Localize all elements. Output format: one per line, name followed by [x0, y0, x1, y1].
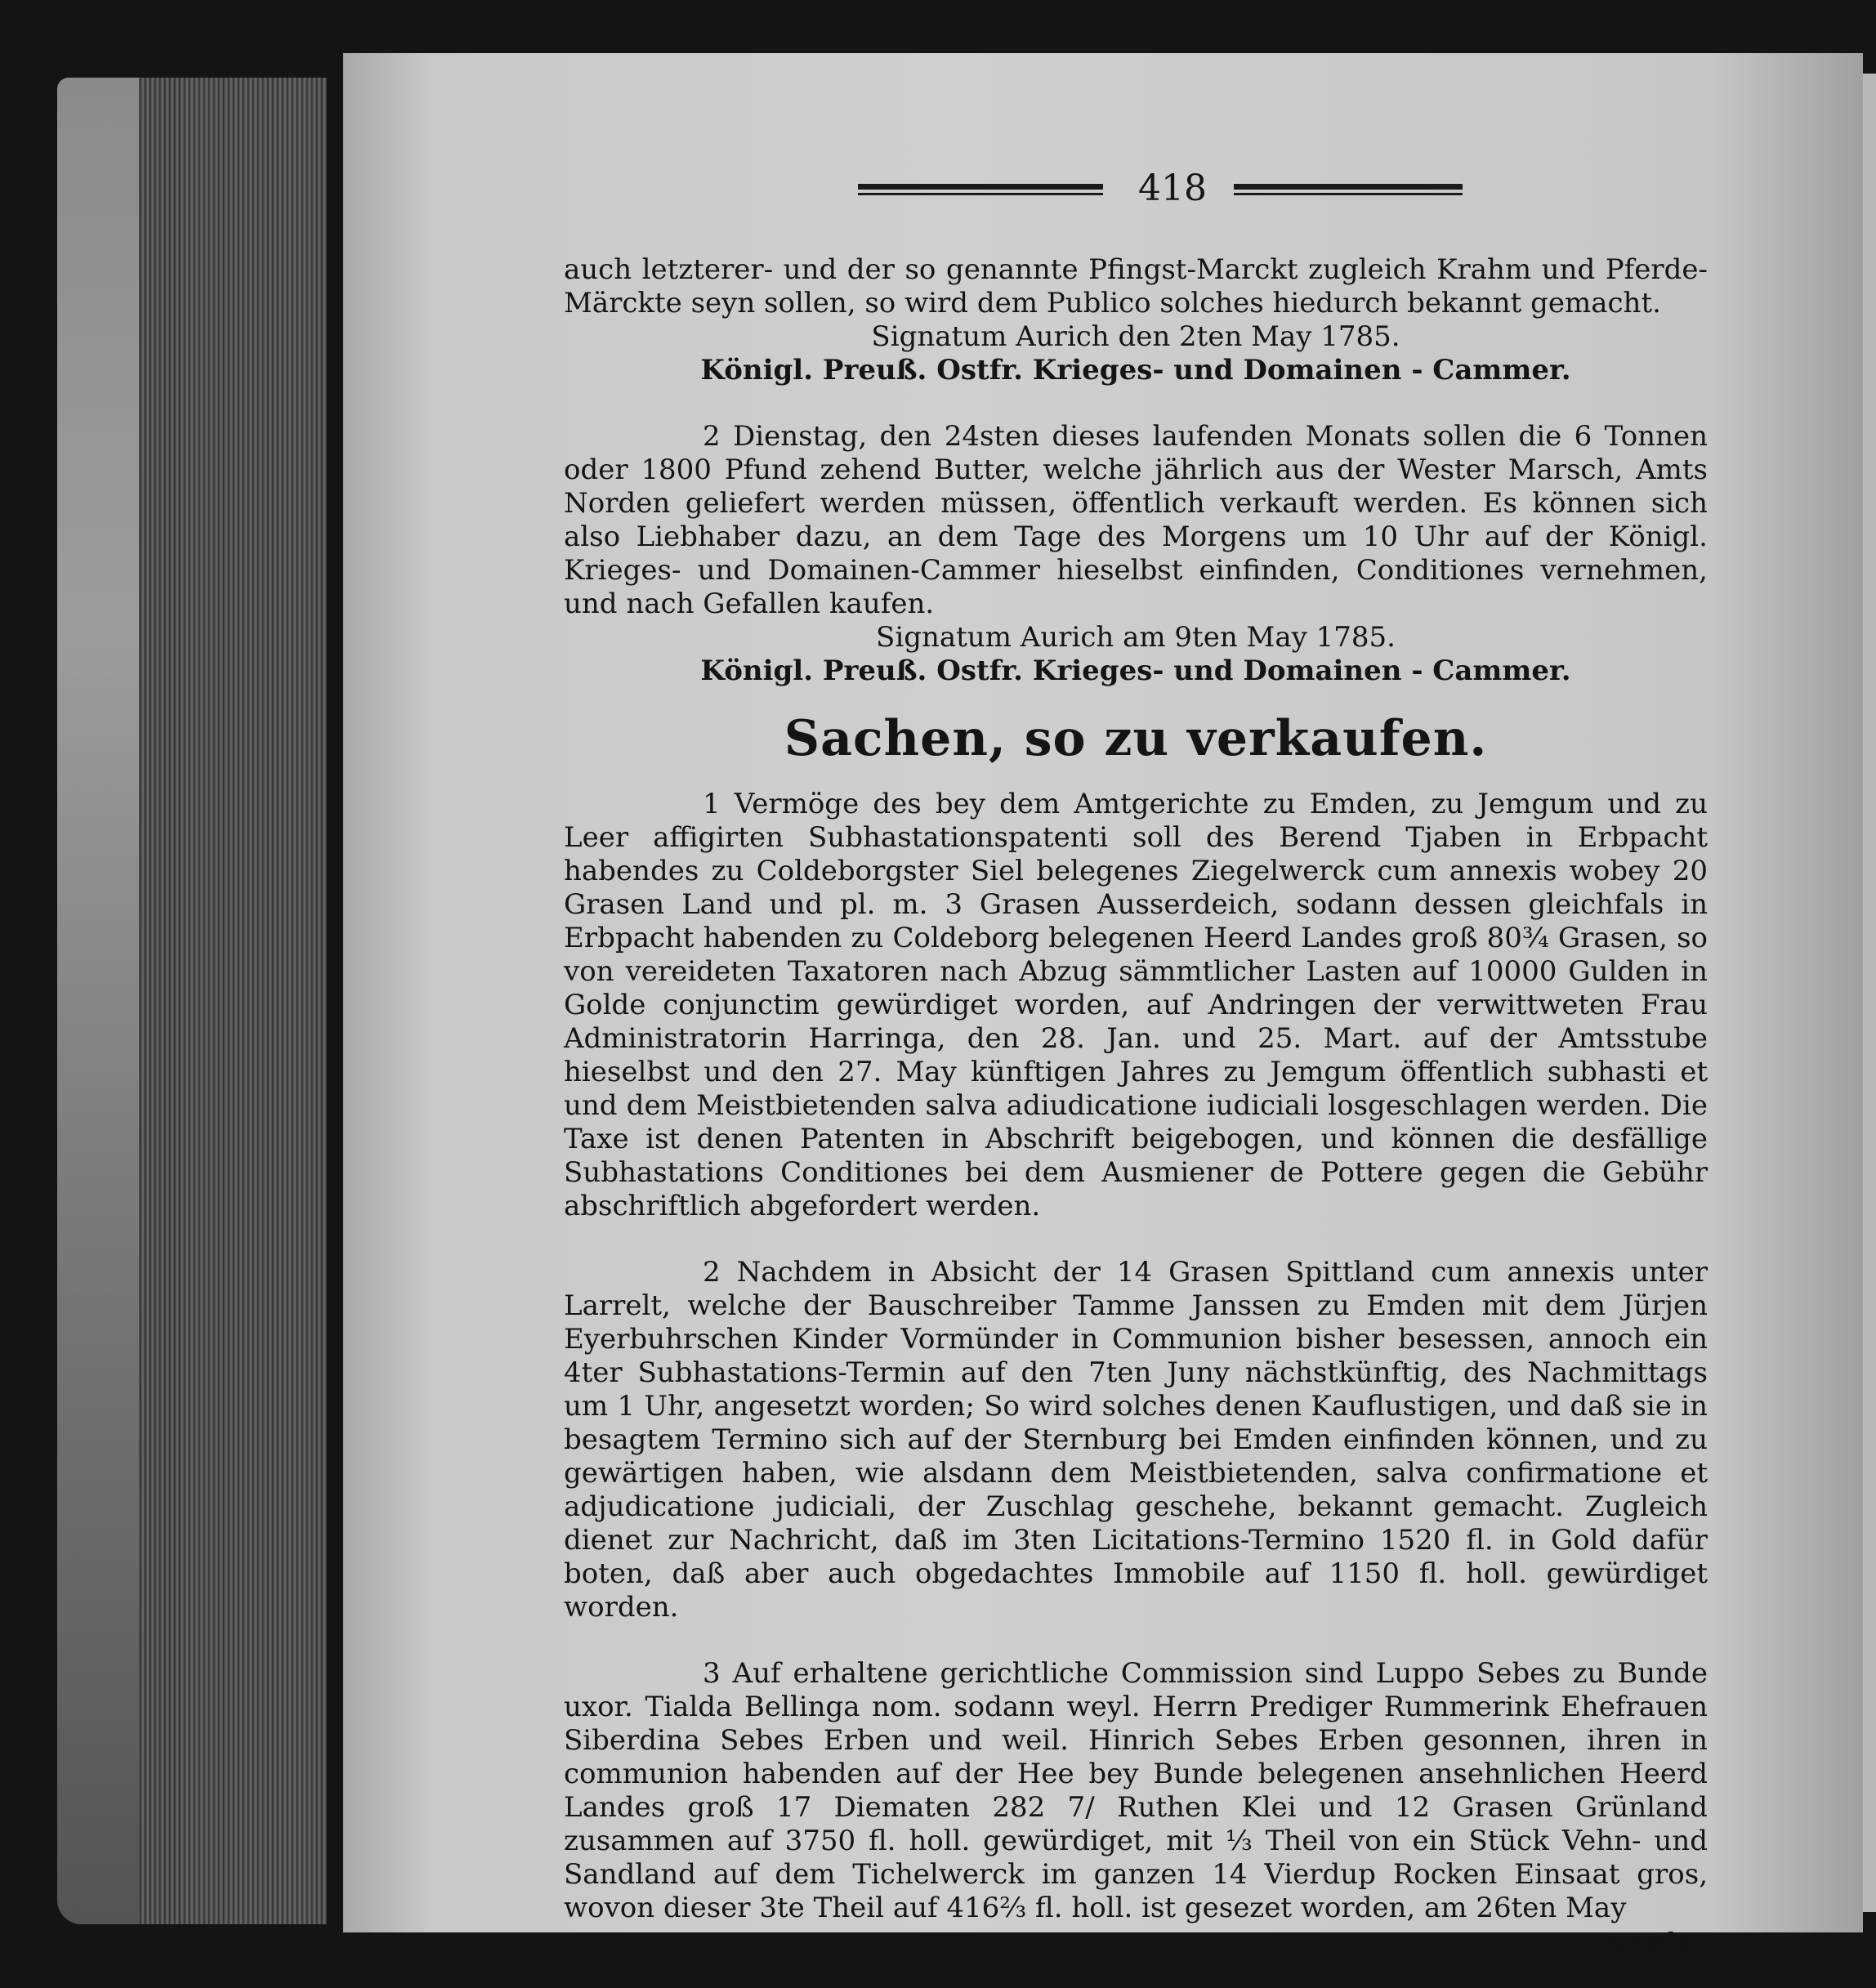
page-number: 418 [1138, 168, 1207, 209]
section-heading: Sachen, so zu verkaufen. [784, 710, 1488, 767]
sale-item-2: 2 Nachdem in Absicht der 14 Grasen Spittland cum annexis unter Larrelt, welche der Bauschreiber Tamme Janssen zu Emden mit dem Jürjen Eyerbuhrschen Kinder Vormünder in Communion bisher besessen, annoch ein 4ter Subhastations-Termin auf den 7ten Juny nächstkünftig, des Nachmittags um 1 Uhr, angesetzt worden; So wird solches denen Kauflustigen, und daß sie in besagtem Termino sich auf der Sternburg bei Emden einfinden können, und zu gewärtigen haben, wie alsdann dem Meistbietenden, salva confirmatione et adjudicatione judiciali, der Zuschlag geschehe, bekannt gemacht. Zugleich dienet zur Nachricht, daß im 3ten Licitations-Termino 1520 fl. in Gold dafür boten, daß aber auch obgedachtes Immobile auf 1150 fl. holl. gewürdiget worden. [564, 1256, 1708, 1624]
sale-item-3: 3 Auf erhaltene gerichtliche Commission sind Luppo Sebes zu Bunde uxor. Tialda Bellinga nom. sodann weyl. Herrn Prediger Rummerink Ehefrauen Siberdina Sebes Erben und weil. Hinrich Sebes Erben gesonnen, ihren in communion habenden auf der Hee bey Bunde belegenen ansehnlichen Heerd Landes groß 17 Diematen 282 7/ Ruthen Klei und 12 Grasen Grünland zusammen auf 3750 fl. holl. gewürdiget, mit ⅓ Theil von ein Stück Vehn- und Sandland auf dem Tichelwerck im ganzen 14 Vierdup Rocken Einsaat gros, wovon dieser 3te Theil auf 416⅔ fl. holl. ist gesezet worden, am 26ten May [564, 1657, 1708, 1924]
sale-item-1: 1 Vermöge des bey dem Amtgerichte zu Emden, zu Jemgum und zu Leer affigirten Subhastationspatenti soll des Berend Tjaben in Erbpacht habendes zu Coldeborgster Siel belegenes Ziegelwerck cum annexis wobey 20 Grasen Land und pl. m. 3 Grasen Ausserdeich, sodann dessen gleichfals in Erbpacht habenden zu Coldeborg belegenen Heerd Landes groß 80¾ Grasen, so von vereideten Taxatoren nach Abzug sämmtlicher Lasten auf 10000 Gulden in Golde conjunctim gewürdiget worden, auf Andringen der verwittweten Frau Administratorin Harringa, den 28. Jan. und 25. Mart. auf der Amtsstube hieselbst und den 27. May künftigen Jahres zu Jemgum öffentlich subhasti et und dem Meistbietenden salva adiudicatione iudiciali losgeschlagen werden. Die Taxe ist denen Patenten in Abschrift beigebogen, und können die desfällige Subhastations Conditiones bei dem Ausmiener de Pottere gegen die Gebühr abschriftlich abgefordert werden. [564, 788, 1708, 1222]
notice-2-authority: Königl. Preuß. Ostfr. Krieges- und Domainen - Cammer. [700, 654, 1571, 687]
book-cover [57, 78, 139, 1924]
intro-authority: Königl. Preuß. Ostfr. Krieges- und Domainen - Cammer. [700, 354, 1571, 386]
intro-signatum: Signatum Aurich den 2ten May 1785. [871, 320, 1400, 353]
page-header [858, 168, 1463, 217]
header-rule-left [858, 184, 1103, 197]
notice-2-paragraph: 2 Dienstag, den 24sten dieses laufenden Monats sollen die 6 Tonnen oder 1800 Pfund zehend Butter, welche jährlich aus der Wester Marsch, Amts Norden geliefert werden müssen, öffentlich verkauft werden. Es können sich also Liebhaber dazu, an dem Tage des Morgens um 10 Uhr auf der Königl. Krieges- und Domainen-Cammer hieselbst einfinden, Conditiones vernehmen, und nach Gefallen kaufen. [564, 420, 1708, 620]
intro-paragraph: auch letzterer- und der so genannte Pfingst-Marckt zugleich Krahm und Pferde-Märckte seyn sollen, so wird dem Publico solches hiedurch bekannt gemacht. [564, 253, 1708, 319]
header-rule-right [1234, 184, 1463, 197]
notice-2-signatum: Signatum Aurich am 9ten May 1785. [876, 621, 1396, 654]
page-text [564, 253, 1708, 1959]
catchword: anste- [1611, 1925, 1708, 1958]
